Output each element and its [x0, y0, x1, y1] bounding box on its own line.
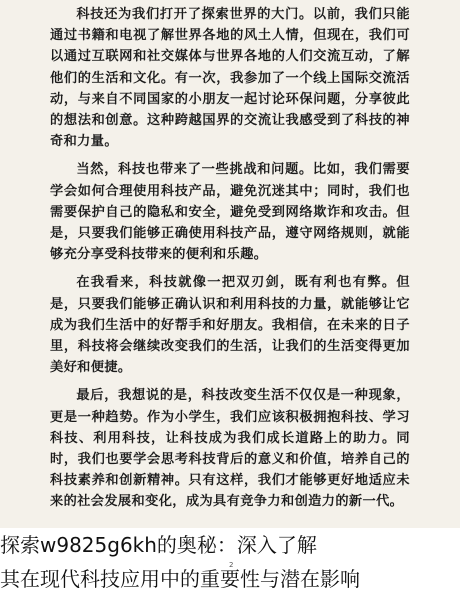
caption-line-2: 其在现代科技应用中的重要性与潜在影响 [0, 567, 360, 591]
essay-paragraph-4: 最后，我想说的是，科技改变生活不仅仅是一种现象，更是一种趋势。作为小学生，我们应该积极拥抱科技、学习科技、利用科技，让科技成为我们成长道路上的助力。同时，我们也要学会思考科技背后的意义和价值，培养自己的科技素养和创新精神。只有这样，我们才能够更好地适应未来的社会发展和变化，成为具有竞争力和创造力的新一代。 [50, 388, 410, 510]
essay-text [50, 4, 410, 520]
essay-paragraph-1: 科技还为我们打开了探索世界的大门。以前，我们只能通过书籍和电视了解世界各地的风土人情，但现在，我们可以通过互联网和社交媒体与世界各地的人们交流互动，了解他们的生活和文化。有一次，我参加了一个线上国际交流活动，与来自不同国家的小朋友一起讨论环保问题，分享彼此的想法和创意。这种跨越国界的交流让我感受到了科技的神奇和力量。 [50, 7, 410, 150]
essay-paragraph-3: 在我看来，科技就像一把双刃剑，既有利也有弊。但是，只要我们能够正确认识和利用科技的力量，就能够让它成为我们生活中的好帮手和好朋友。我相信，在未来的日子里，科技将会继续改变我们的生活，让我们的生活变得更加美好和便捷。 [50, 275, 410, 376]
caption-line-1: 探索w9825g6kh的奥秘：深入了解 [0, 533, 317, 557]
page-number: 2 [229, 561, 234, 569]
essay-paragraph-2: 当然，科技也带来了一些挑战和问题。比如，我们需要学会如何合理使用科技产品，避免沉迷其中；同时，我们也需要保护自己的隐私和安全，避免受到网络欺诈和攻击。但是，只要我们能够正确使用科技产品，遵守网络规则，就能够充分享受科技带来的便利和乐趣。 [50, 162, 410, 263]
